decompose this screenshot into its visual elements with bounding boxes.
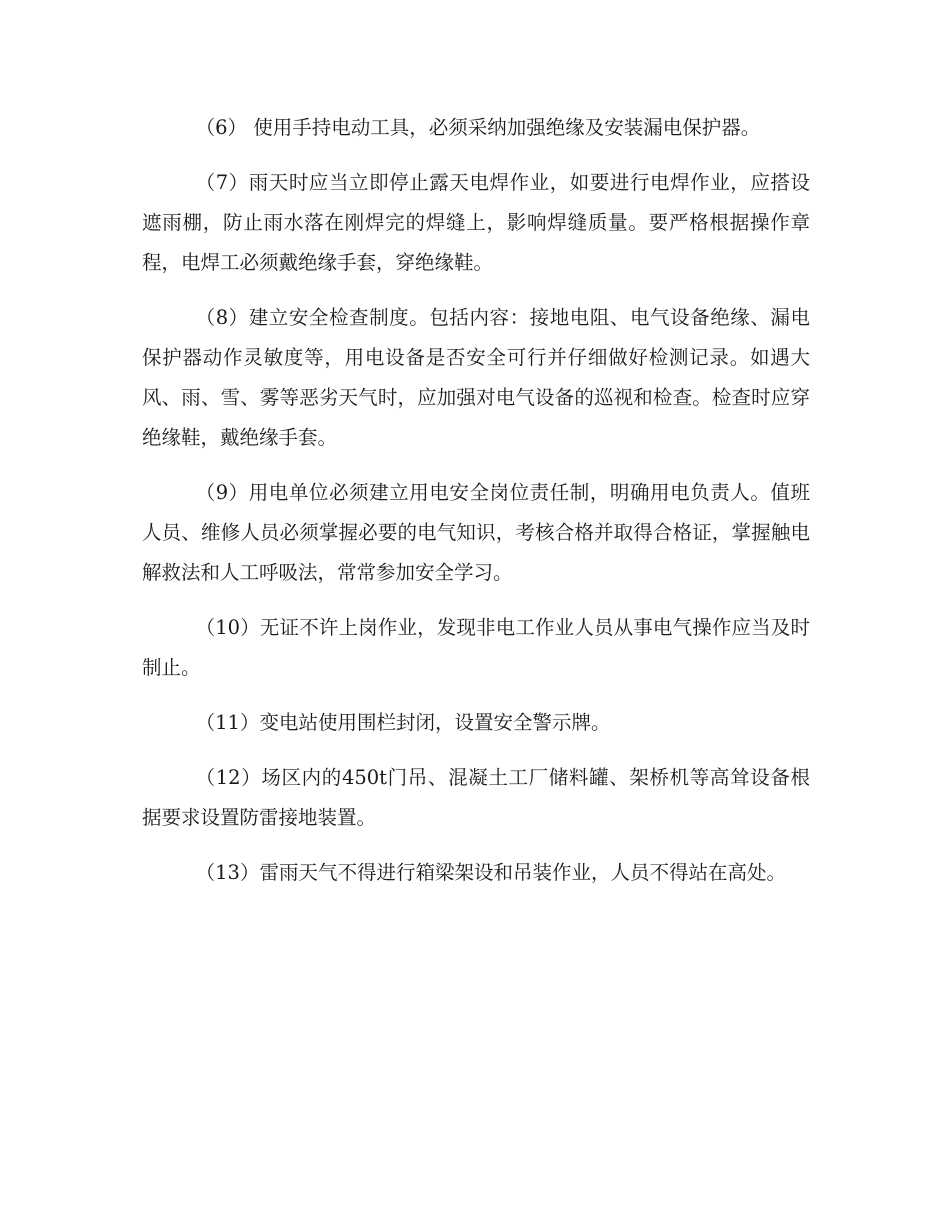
paragraph-11: （11）变电站使用围栏封闭，设置安全警示牌。 bbox=[195, 711, 611, 734]
paragraph-7: （7）雨天时应当立即停止露天电焊作业，如要进行电焊作业，应搭设遮雨棚，防止雨水落在刚焊完的焊缝上，影响焊缝质量。要严格根据操作章程，电焊工必须戴绝缘手套，穿绝缘鞋。 bbox=[142, 171, 810, 274]
paragraph-13: （13）雷雨天气不得进行箱梁架设和吊装作业，人员不得站在高处。 bbox=[195, 861, 786, 884]
paragraph-12: （12）场区内的450t门吊、混凝土工厂储料罐、架桥机等高耸设备根据要求设置防雷接地装置。 bbox=[142, 766, 810, 829]
document-body bbox=[142, 108, 810, 908]
paragraph-10: （10）无证不许上岗作业，发现非电工作业人员从事电气操作应当及时制止。 bbox=[142, 616, 810, 679]
paragraph-9: （9）用电单位必须建立用电安全岗位责任制，明确用电负责人。值班人员、维修人员必须掌握必要的电气知识，考核合格并取得合格证，掌握触电解救法和人工呼吸法，常常参加安全学习。 bbox=[142, 481, 810, 584]
paragraph-6: （6） 使用手持电动工具，必须采纳加强绝缘及安装漏电保护器。 bbox=[195, 116, 761, 139]
paragraph-8: （8）建立安全检查制度。包括内容：接地电阻、电气设备绝缘、漏电保护器动作灵敏度等，用电设备是否安全可行并仔细做好检测记录。如遇大风、雨、雪、雾等恶劣天气时，应加强对电气设备的巡视和检查。检查时应穿绝缘鞋，戴绝缘手套。 bbox=[142, 306, 810, 449]
